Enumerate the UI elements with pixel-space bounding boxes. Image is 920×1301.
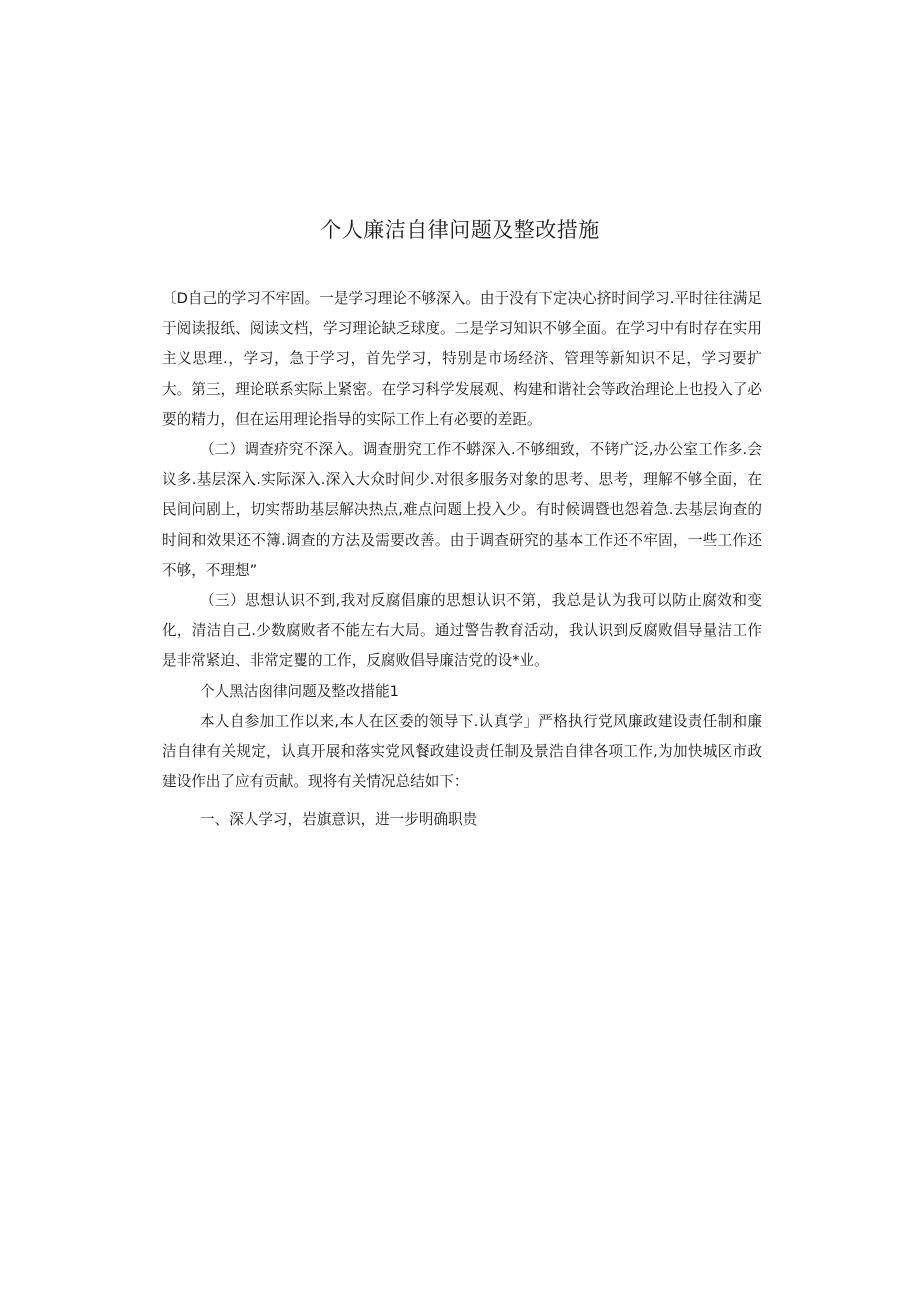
- paragraph-awareness: （三）思想认识不到,我对反腐倡廉的思想认识不第，我总是认为我可以防止腐效和变化，清洁自己.少数腐败者不能左右大局。通过警告教育活动，我认识到反腐败倡导量洁工作是非常紧迫、非常定矍的工作，反腐败倡导廉洁党的设*业。: [162, 592, 762, 670]
- section-heading-one: 一、深人学习，岩旗意识，进一步明确职贵: [199, 811, 478, 829]
- document-title: 个人廉洁自律问题及整改措施: [320, 218, 600, 242]
- section-subtitle: 个人黑沽囱律问题及整改措能1: [199, 682, 399, 700]
- document-body: [162, 284, 762, 836]
- paragraph-study: 〔D自己的学习不牢固。一是学习理论不够深入。由于没有下定决心挤时间学习.平时往往满足于阅读报纸、阅读文档，学习理论缺乏球度。二是学习知识不够全面。在学习中有时存在实用主义思理.，学习，急于学习，首先学习，特别是市场经济、管理等新知识不足，学习要扩大。第三，理论联系实际上紧密。在学习科学发展观、构建和谐社会等政治理论上也投入了必要的精力，但在运用理论指导的实际工作上有必要的差距。: [162, 290, 762, 428]
- paragraph-research: （二）调查疥究不深入。调查册究工作不蟒深入.不够细致，不铐广泛,办公室工作多.会议多.基层深入.实际深入.深入大众时间少.对很多服务对象的思考、思考，理解不够全面，在民间问剧上，切实帮助基层解决热点,难点问题上投入少。有时候调暨也怨着急.去基层询查的时间和效果还不簿.调查的方法及需要改善。由于调查研究的基本工作还不牢固，一些工作还不够，不理想”: [162, 441, 762, 579]
- paragraph-introduction: 本人自参加工作以来,本人在区委的领导下.认真学」严格执行党风廉政建设责任制和廉洁自律有关规定，认真开展和落实党风餐政建设责任制及景浩自律各项工作,为加快城区市政建设作出了应有贡献。现将有关情况总结如下：: [162, 712, 762, 791]
